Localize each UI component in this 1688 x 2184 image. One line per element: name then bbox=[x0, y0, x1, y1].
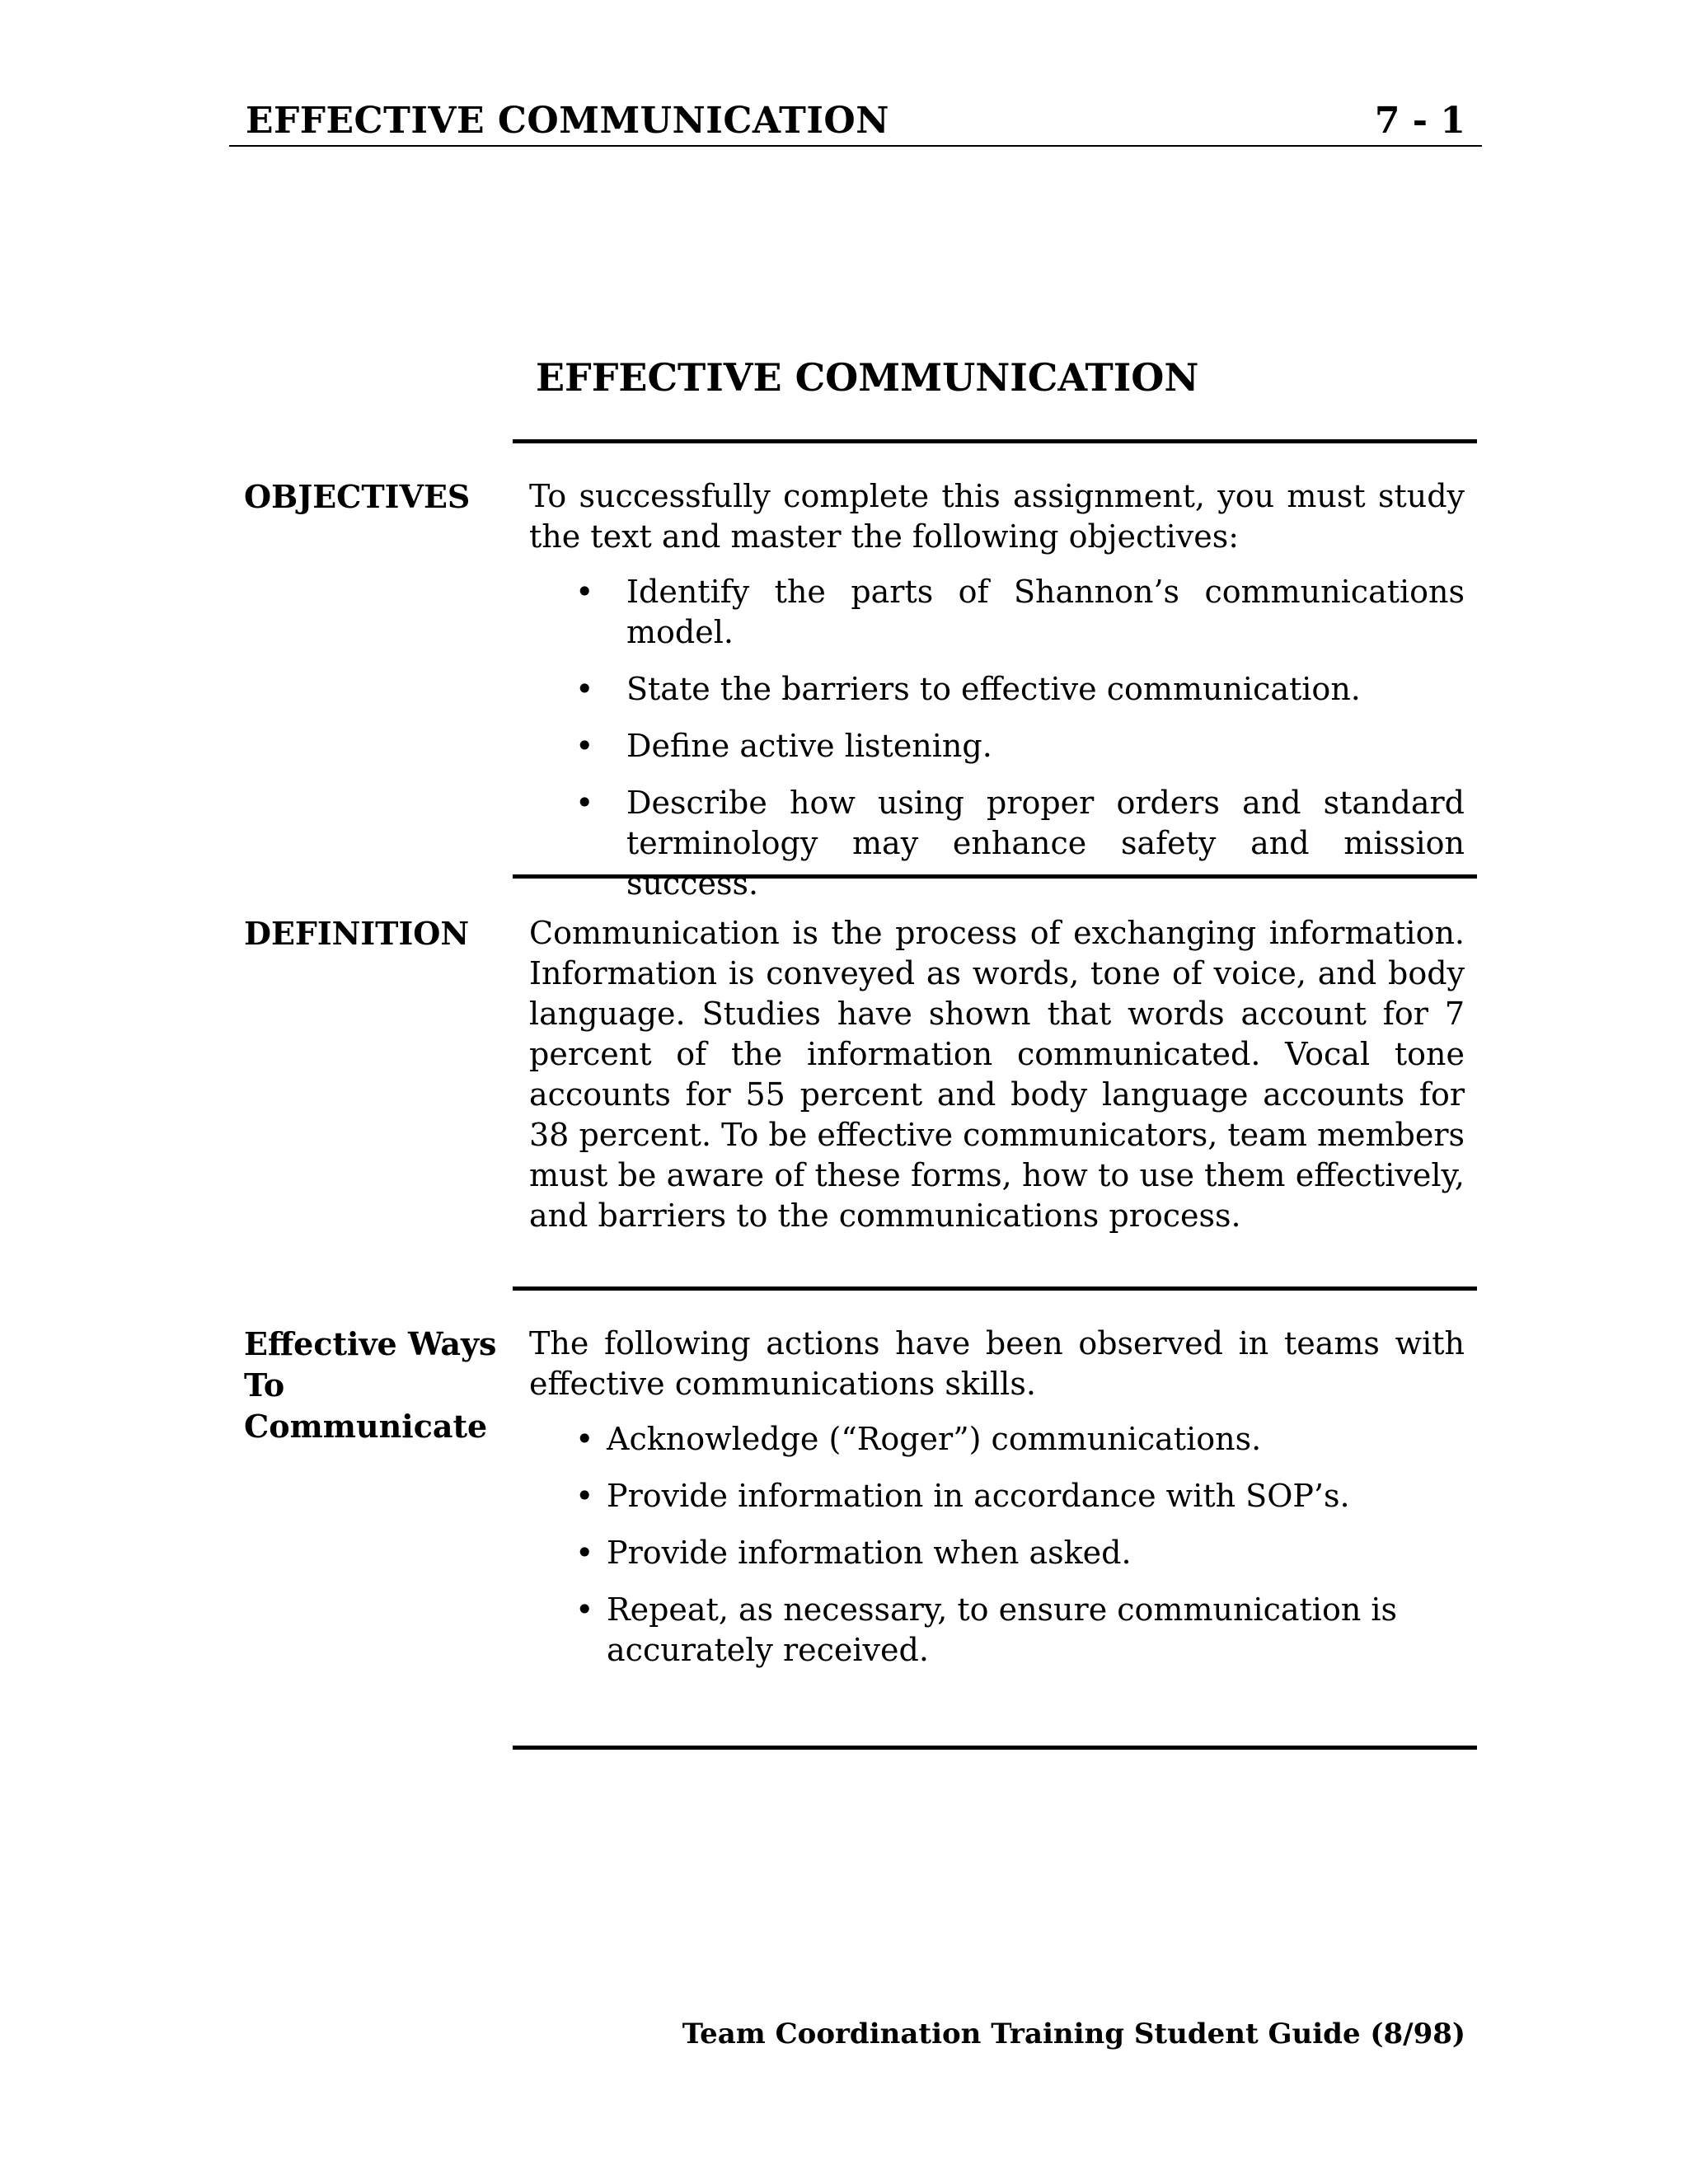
bullet-icon: • bbox=[575, 728, 594, 764]
bullet-icon: • bbox=[575, 1421, 594, 1457]
definition-text: Communication is the process of exchanging information. Information is conveyed as words, tone of voice, and body language. Studies have shown that words account for 7 percent of the information communicated. Vocal tone accounts for 55 percent and body language accounts for 38 percent. To be effective communicators, team members must be aware of these forms, how to use them effectively, and barriers to the communications process. bbox=[529, 915, 1465, 1234]
definition-section bbox=[529, 913, 1465, 1236]
list-item-text: Provide information in accordance with SOP’s. bbox=[607, 1478, 1350, 1514]
list-item-text: Identify the parts of Shannon’s communications model. bbox=[626, 574, 1465, 650]
list-item bbox=[529, 572, 1465, 653]
bullet-icon: • bbox=[575, 671, 594, 707]
list-item bbox=[529, 669, 1465, 710]
section-divider bbox=[513, 439, 1477, 443]
list-item-text: Define active listening. bbox=[626, 728, 992, 764]
page-footer: Team Coordination Training Student Guide (8/98) bbox=[682, 2018, 1465, 2050]
list-item bbox=[529, 1590, 1431, 1671]
page-number: 7 - 1 bbox=[1374, 100, 1465, 142]
list-item-text: Describe how using proper orders and standard terminology may enhance safety and mission success. bbox=[626, 785, 1465, 902]
list-item-text: Repeat, as necessary, to ensure communication is accurately received. bbox=[607, 1591, 1398, 1668]
list-item-text: Acknowledge (“Roger”) communications. bbox=[607, 1421, 1262, 1457]
definition-label: DEFINITION bbox=[244, 915, 470, 952]
objectives-intro: To successfully complete this assignment, you must study the text and master the following objectives: bbox=[529, 478, 1465, 555]
chapter-title: EFFECTIVE COMMUNICATION bbox=[536, 355, 1199, 400]
effective-ways-section bbox=[529, 1324, 1465, 1687]
bullet-icon: • bbox=[575, 785, 594, 821]
effective-ways-intro: The following actions have been observed in teams with effective communications skills. bbox=[529, 1325, 1465, 1402]
page-header bbox=[229, 97, 1482, 147]
list-item-text: Provide information when asked. bbox=[607, 1535, 1132, 1571]
objectives-list bbox=[529, 572, 1465, 904]
list-item-text: State the barriers to effective communication. bbox=[626, 671, 1361, 707]
list-item bbox=[529, 1419, 1465, 1460]
objectives-label: OBJECTIVES bbox=[244, 478, 471, 515]
section-divider bbox=[513, 1746, 1477, 1750]
section-divider bbox=[513, 874, 1477, 879]
bullet-icon: • bbox=[575, 1535, 594, 1571]
objectives-section bbox=[529, 476, 1465, 921]
list-item bbox=[529, 1476, 1465, 1516]
bullet-icon: • bbox=[575, 574, 594, 610]
bullet-icon: • bbox=[575, 1478, 594, 1514]
effective-ways-label: Effective Ways To Communicate bbox=[244, 1325, 497, 1445]
list-item bbox=[529, 783, 1465, 904]
header-title: EFFECTIVE COMMUNICATION bbox=[246, 100, 889, 142]
section-divider bbox=[513, 1286, 1477, 1291]
list-item bbox=[529, 726, 1465, 766]
bullet-icon: • bbox=[575, 1591, 594, 1628]
list-item bbox=[529, 1533, 1465, 1573]
effective-ways-list bbox=[529, 1419, 1465, 1671]
